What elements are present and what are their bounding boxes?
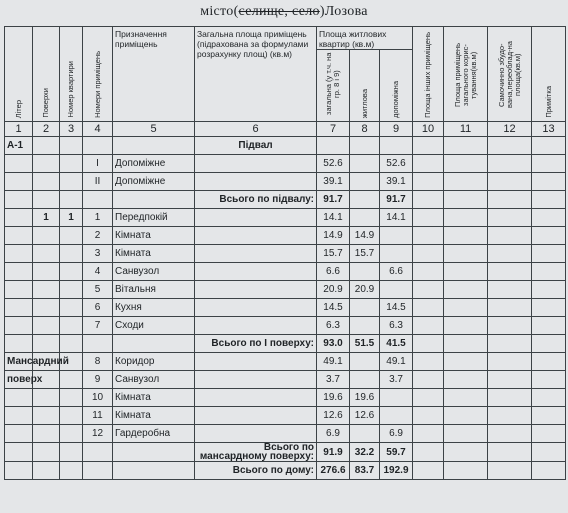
cell-purpose: Вітальня (113, 281, 195, 299)
col-number: 12 (488, 122, 532, 137)
cell-purpose: Кухня (113, 299, 195, 317)
cell-purpose: Передпокій (113, 209, 195, 227)
cell-purpose (113, 335, 195, 353)
cell-other (413, 371, 444, 389)
col-total-area: Загальна площа приміщень (підрахована за формулами розрахунку площ) (кв.м) (195, 27, 317, 122)
cell-living: 15.7 (350, 245, 380, 263)
cell-floor (33, 281, 60, 299)
cell-common (444, 263, 488, 281)
cell-other (413, 335, 444, 353)
cell-apt (60, 227, 83, 245)
cell-apt (60, 335, 83, 353)
cell-aux (380, 137, 413, 155)
document-title (0, 4, 568, 20)
cell-common (444, 335, 488, 353)
col-floors: Поверхи (33, 27, 60, 122)
cell-aux: 49.1 (380, 353, 413, 371)
cell-self-built (488, 462, 532, 480)
cell-purpose (113, 443, 195, 462)
cell-living: 14.9 (350, 227, 380, 245)
cell-common (444, 407, 488, 425)
cell-room (83, 191, 113, 209)
col-other-area: Площа інших приміщень (413, 27, 444, 122)
cell-aux: 192.9 (380, 462, 413, 480)
cell-area-label: Підвал (195, 137, 317, 155)
header-row-1 (5, 27, 566, 50)
total-row (5, 191, 566, 209)
cell-liter (5, 317, 33, 335)
cell-note (532, 462, 566, 480)
cell-common (444, 155, 488, 173)
cell-purpose: Сходи (113, 317, 195, 335)
cell-purpose: Санвузол (113, 263, 195, 281)
cell-floor: 1 (33, 209, 60, 227)
cell-apt (60, 155, 83, 173)
col-room-number: Номери приміщень (83, 27, 113, 122)
cell-apt (60, 462, 83, 480)
cell-note (532, 209, 566, 227)
cell-total: 14.9 (317, 227, 350, 245)
cell-room: 12 (83, 425, 113, 443)
cell-apt (60, 317, 83, 335)
cell-liter (5, 335, 33, 353)
cell-purpose (113, 191, 195, 209)
cell-living (350, 317, 380, 335)
cell-note (532, 245, 566, 263)
cell-total: 52.6 (317, 155, 350, 173)
cell-area-label (195, 209, 317, 227)
cell-self-built (488, 407, 532, 425)
table-body (5, 137, 566, 480)
cell-aux (380, 407, 413, 425)
cell-living (350, 299, 380, 317)
cell-total: 3.7 (317, 371, 350, 389)
total-row (5, 462, 566, 480)
cell-liter (5, 173, 33, 191)
cell-floor (33, 227, 60, 245)
section-row (5, 137, 566, 155)
cell-apt: 1 (60, 209, 83, 227)
cell-area-label: Всього по підвалу: (195, 191, 317, 209)
cell-note (532, 191, 566, 209)
cell-room (83, 335, 113, 353)
cell-area-label (195, 317, 317, 335)
cell-purpose: Санвузол (113, 371, 195, 389)
cell-note (532, 299, 566, 317)
cell-living: 19.6 (350, 389, 380, 407)
col-purpose: Призначення приміщень (113, 27, 195, 122)
col-total-sub: загальна (у т.ч. на гр. 8 і 9) (317, 50, 350, 122)
cell-room (83, 137, 113, 155)
cell-apt (60, 299, 83, 317)
col-number: 6 (195, 122, 317, 137)
cell-purpose: Коридор (113, 353, 195, 371)
cell-apt (60, 191, 83, 209)
cell-total: 49.1 (317, 353, 350, 371)
cell-other (413, 281, 444, 299)
table-row (5, 281, 566, 299)
cell-floor (33, 173, 60, 191)
cell-self-built (488, 227, 532, 245)
cell-apt (60, 137, 83, 155)
title-prefix: місто( (200, 4, 239, 19)
cell-total: 15.7 (317, 245, 350, 263)
cell-total: 6.9 (317, 425, 350, 443)
cell-floor (33, 443, 60, 462)
col-number: 9 (380, 122, 413, 137)
cell-other (413, 227, 444, 245)
cell-self-built (488, 317, 532, 335)
cell-self-built (488, 389, 532, 407)
col-living-group: Площа житлових квартир (кв.м) (317, 27, 413, 50)
cell-other (413, 462, 444, 480)
cell-common (444, 389, 488, 407)
cell-common (444, 227, 488, 245)
total-row (5, 335, 566, 353)
cell-liter (5, 155, 33, 173)
cell-aux (380, 227, 413, 245)
cell-note (532, 425, 566, 443)
cell-room: 1 (83, 209, 113, 227)
cell-self-built (488, 155, 532, 173)
cell-common (444, 371, 488, 389)
table-row (5, 389, 566, 407)
col-number: 11 (444, 122, 488, 137)
cell-other (413, 353, 444, 371)
cell-other (413, 173, 444, 191)
cell-area-label (195, 353, 317, 371)
cell-living (350, 155, 380, 173)
cell-purpose: Кімната (113, 227, 195, 245)
col-number: 10 (413, 122, 444, 137)
cell-other (413, 425, 444, 443)
cell-aux: 41.5 (380, 335, 413, 353)
cell-room: 9 (83, 371, 113, 389)
cell-area-label: Всього по мансардному поверху: (195, 443, 317, 462)
cell-other (413, 191, 444, 209)
cell-common (444, 443, 488, 462)
cell-living (350, 191, 380, 209)
cell-living: 83.7 (350, 462, 380, 480)
cell-living: 20.9 (350, 281, 380, 299)
col-self-built: Самочинно збудо-вана,переоблад-на площа(кв.м) (488, 27, 532, 122)
cell-apt (60, 263, 83, 281)
cell-total: 93.0 (317, 335, 350, 353)
cell-apt (60, 371, 83, 389)
cell-floor (33, 137, 60, 155)
cell-common (444, 281, 488, 299)
col-number: 8 (350, 122, 380, 137)
cell-note (532, 155, 566, 173)
cell-apt (60, 443, 83, 462)
cell-living (350, 425, 380, 443)
cell-room: 10 (83, 389, 113, 407)
area-table (4, 26, 566, 480)
cell-total: 91.9 (317, 443, 350, 462)
cell-aux: 39.1 (380, 173, 413, 191)
cell-note (532, 263, 566, 281)
cell-aux: 6.3 (380, 317, 413, 335)
cell-purpose: Кімната (113, 407, 195, 425)
cell-purpose: Допоміжне (113, 155, 195, 173)
cell-living (350, 353, 380, 371)
cell-floor (33, 155, 60, 173)
cell-other (413, 137, 444, 155)
cell-self-built (488, 173, 532, 191)
cell-floor (33, 245, 60, 263)
cell-room: 7 (83, 317, 113, 335)
cell-self-built (488, 263, 532, 281)
cell-living (350, 173, 380, 191)
cell-liter (5, 462, 33, 480)
cell-common (444, 209, 488, 227)
table-row (5, 155, 566, 173)
cell-self-built (488, 191, 532, 209)
table-row (5, 353, 566, 371)
cell-liter: Мансардний (5, 353, 33, 371)
cell-apt (60, 425, 83, 443)
cell-aux (380, 245, 413, 263)
cell-note (532, 353, 566, 371)
col-number: 4 (83, 122, 113, 137)
cell-aux: 14.1 (380, 209, 413, 227)
title-struck-text: селище, село (238, 4, 320, 19)
cell-liter (5, 407, 33, 425)
cell-room: 11 (83, 407, 113, 425)
cell-living (350, 209, 380, 227)
cell-liter (5, 281, 33, 299)
cell-area-label (195, 371, 317, 389)
cell-room: 5 (83, 281, 113, 299)
cell-room: I (83, 155, 113, 173)
cell-room: II (83, 173, 113, 191)
cell-total: 20.9 (317, 281, 350, 299)
table-row (5, 245, 566, 263)
cell-living: 51.5 (350, 335, 380, 353)
cell-room: 3 (83, 245, 113, 263)
table-row (5, 227, 566, 245)
cell-floor (33, 191, 60, 209)
table-row (5, 407, 566, 425)
cell-self-built (488, 245, 532, 263)
cell-living (350, 263, 380, 281)
table-row (5, 317, 566, 335)
cell-aux: 3.7 (380, 371, 413, 389)
cell-common (444, 191, 488, 209)
cell-living: 32.2 (350, 443, 380, 462)
col-common-area: Площа приміщень загального корис-тування(кв.м) (444, 27, 488, 122)
cell-other (413, 299, 444, 317)
cell-apt (60, 245, 83, 263)
cell-total: 14.1 (317, 209, 350, 227)
cell-area-label (195, 407, 317, 425)
cell-floor (33, 335, 60, 353)
cell-floor (33, 407, 60, 425)
cell-liter: поверх (5, 371, 33, 389)
cell-total (317, 137, 350, 155)
table-row (5, 263, 566, 281)
cell-total: 6.6 (317, 263, 350, 281)
cell-total: 91.7 (317, 191, 350, 209)
cell-self-built (488, 137, 532, 155)
cell-common (444, 299, 488, 317)
table-row (5, 299, 566, 317)
cell-area-label (195, 263, 317, 281)
cell-aux: 91.7 (380, 191, 413, 209)
cell-purpose: Кімната (113, 389, 195, 407)
cell-self-built (488, 443, 532, 462)
col-note: Примітка (532, 27, 566, 122)
cell-liter (5, 299, 33, 317)
cell-common (444, 462, 488, 480)
cell-other (413, 317, 444, 335)
cell-note (532, 227, 566, 245)
table-row (5, 209, 566, 227)
cell-common (444, 173, 488, 191)
cell-apt (60, 407, 83, 425)
cell-common (444, 353, 488, 371)
col-living-sub: житлова (350, 50, 380, 122)
cell-room: 6 (83, 299, 113, 317)
cell-self-built (488, 371, 532, 389)
cell-purpose (113, 137, 195, 155)
cell-note (532, 335, 566, 353)
cell-self-built (488, 281, 532, 299)
cell-floor (33, 389, 60, 407)
cell-self-built (488, 299, 532, 317)
cell-liter (5, 263, 33, 281)
cell-room: 8 (83, 353, 113, 371)
cell-aux: 59.7 (380, 443, 413, 462)
table-row (5, 371, 566, 389)
cell-other (413, 209, 444, 227)
cell-self-built (488, 425, 532, 443)
cell-purpose: Гардеробна (113, 425, 195, 443)
cell-floor (33, 299, 60, 317)
cell-common (444, 245, 488, 263)
col-number: 3 (60, 122, 83, 137)
col-number: 13 (532, 122, 566, 137)
cell-area-label (195, 227, 317, 245)
cell-room: 4 (83, 263, 113, 281)
cell-other (413, 389, 444, 407)
cell-common (444, 137, 488, 155)
cell-liter (5, 443, 33, 462)
cell-self-built (488, 353, 532, 371)
cell-note (532, 137, 566, 155)
cell-liter (5, 425, 33, 443)
cell-total: 19.6 (317, 389, 350, 407)
cell-total: 12.6 (317, 407, 350, 425)
cell-note (532, 173, 566, 191)
cell-aux: 52.6 (380, 155, 413, 173)
cell-aux (380, 281, 413, 299)
cell-aux: 6.6 (380, 263, 413, 281)
cell-area-label (195, 173, 317, 191)
cell-purpose: Кімната (113, 245, 195, 263)
cell-liter (5, 209, 33, 227)
col-number: 1 (5, 122, 33, 137)
cell-apt (60, 173, 83, 191)
cell-living (350, 371, 380, 389)
cell-liter (5, 389, 33, 407)
cell-room (83, 462, 113, 480)
cell-note (532, 443, 566, 462)
column-numbers-row (5, 122, 566, 137)
cell-floor (33, 462, 60, 480)
cell-common (444, 425, 488, 443)
cell-common (444, 317, 488, 335)
cell-self-built (488, 335, 532, 353)
col-auxiliary-sub: допоміжна (380, 50, 413, 122)
cell-note (532, 317, 566, 335)
cell-liter (5, 191, 33, 209)
cell-total: 6.3 (317, 317, 350, 335)
cell-purpose: Допоміжне (113, 173, 195, 191)
cell-liter (5, 227, 33, 245)
total-row (5, 443, 566, 462)
cell-apt (60, 389, 83, 407)
cell-other (413, 407, 444, 425)
cell-aux (380, 389, 413, 407)
cell-total: 39.1 (317, 173, 350, 191)
cell-room: 2 (83, 227, 113, 245)
cell-living (350, 137, 380, 155)
cell-other (413, 245, 444, 263)
cell-floor (33, 425, 60, 443)
cell-area-label (195, 425, 317, 443)
cell-area-label (195, 245, 317, 263)
table-row (5, 425, 566, 443)
cell-self-built (488, 209, 532, 227)
cell-other (413, 155, 444, 173)
cell-area-label (195, 389, 317, 407)
cell-note (532, 407, 566, 425)
cell-area-label: Всього по дому: (195, 462, 317, 480)
col-number: 5 (113, 122, 195, 137)
cell-note (532, 281, 566, 299)
cell-area-label (195, 299, 317, 317)
cell-floor (33, 317, 60, 335)
cell-area-label (195, 155, 317, 173)
cell-apt (60, 281, 83, 299)
cell-note (532, 389, 566, 407)
cell-living: 12.6 (350, 407, 380, 425)
cell-total: 276.6 (317, 462, 350, 480)
col-number: 7 (317, 122, 350, 137)
table-row (5, 173, 566, 191)
cell-liter: А-1 (5, 137, 33, 155)
cell-area-label: Всього по І поверху: (195, 335, 317, 353)
cell-area-label (195, 281, 317, 299)
cell-note (532, 371, 566, 389)
cell-total: 14.5 (317, 299, 350, 317)
col-apt-number: Номер квартири (60, 27, 83, 122)
col-number: 2 (33, 122, 60, 137)
cell-floor (33, 263, 60, 281)
cell-room (83, 443, 113, 462)
cell-liter (5, 245, 33, 263)
title-suffix: )Лозова (319, 4, 368, 19)
cell-other (413, 263, 444, 281)
cell-purpose (113, 462, 195, 480)
cell-aux: 6.9 (380, 425, 413, 443)
cell-other (413, 443, 444, 462)
cell-aux: 14.5 (380, 299, 413, 317)
col-liter: Літер (5, 27, 33, 122)
